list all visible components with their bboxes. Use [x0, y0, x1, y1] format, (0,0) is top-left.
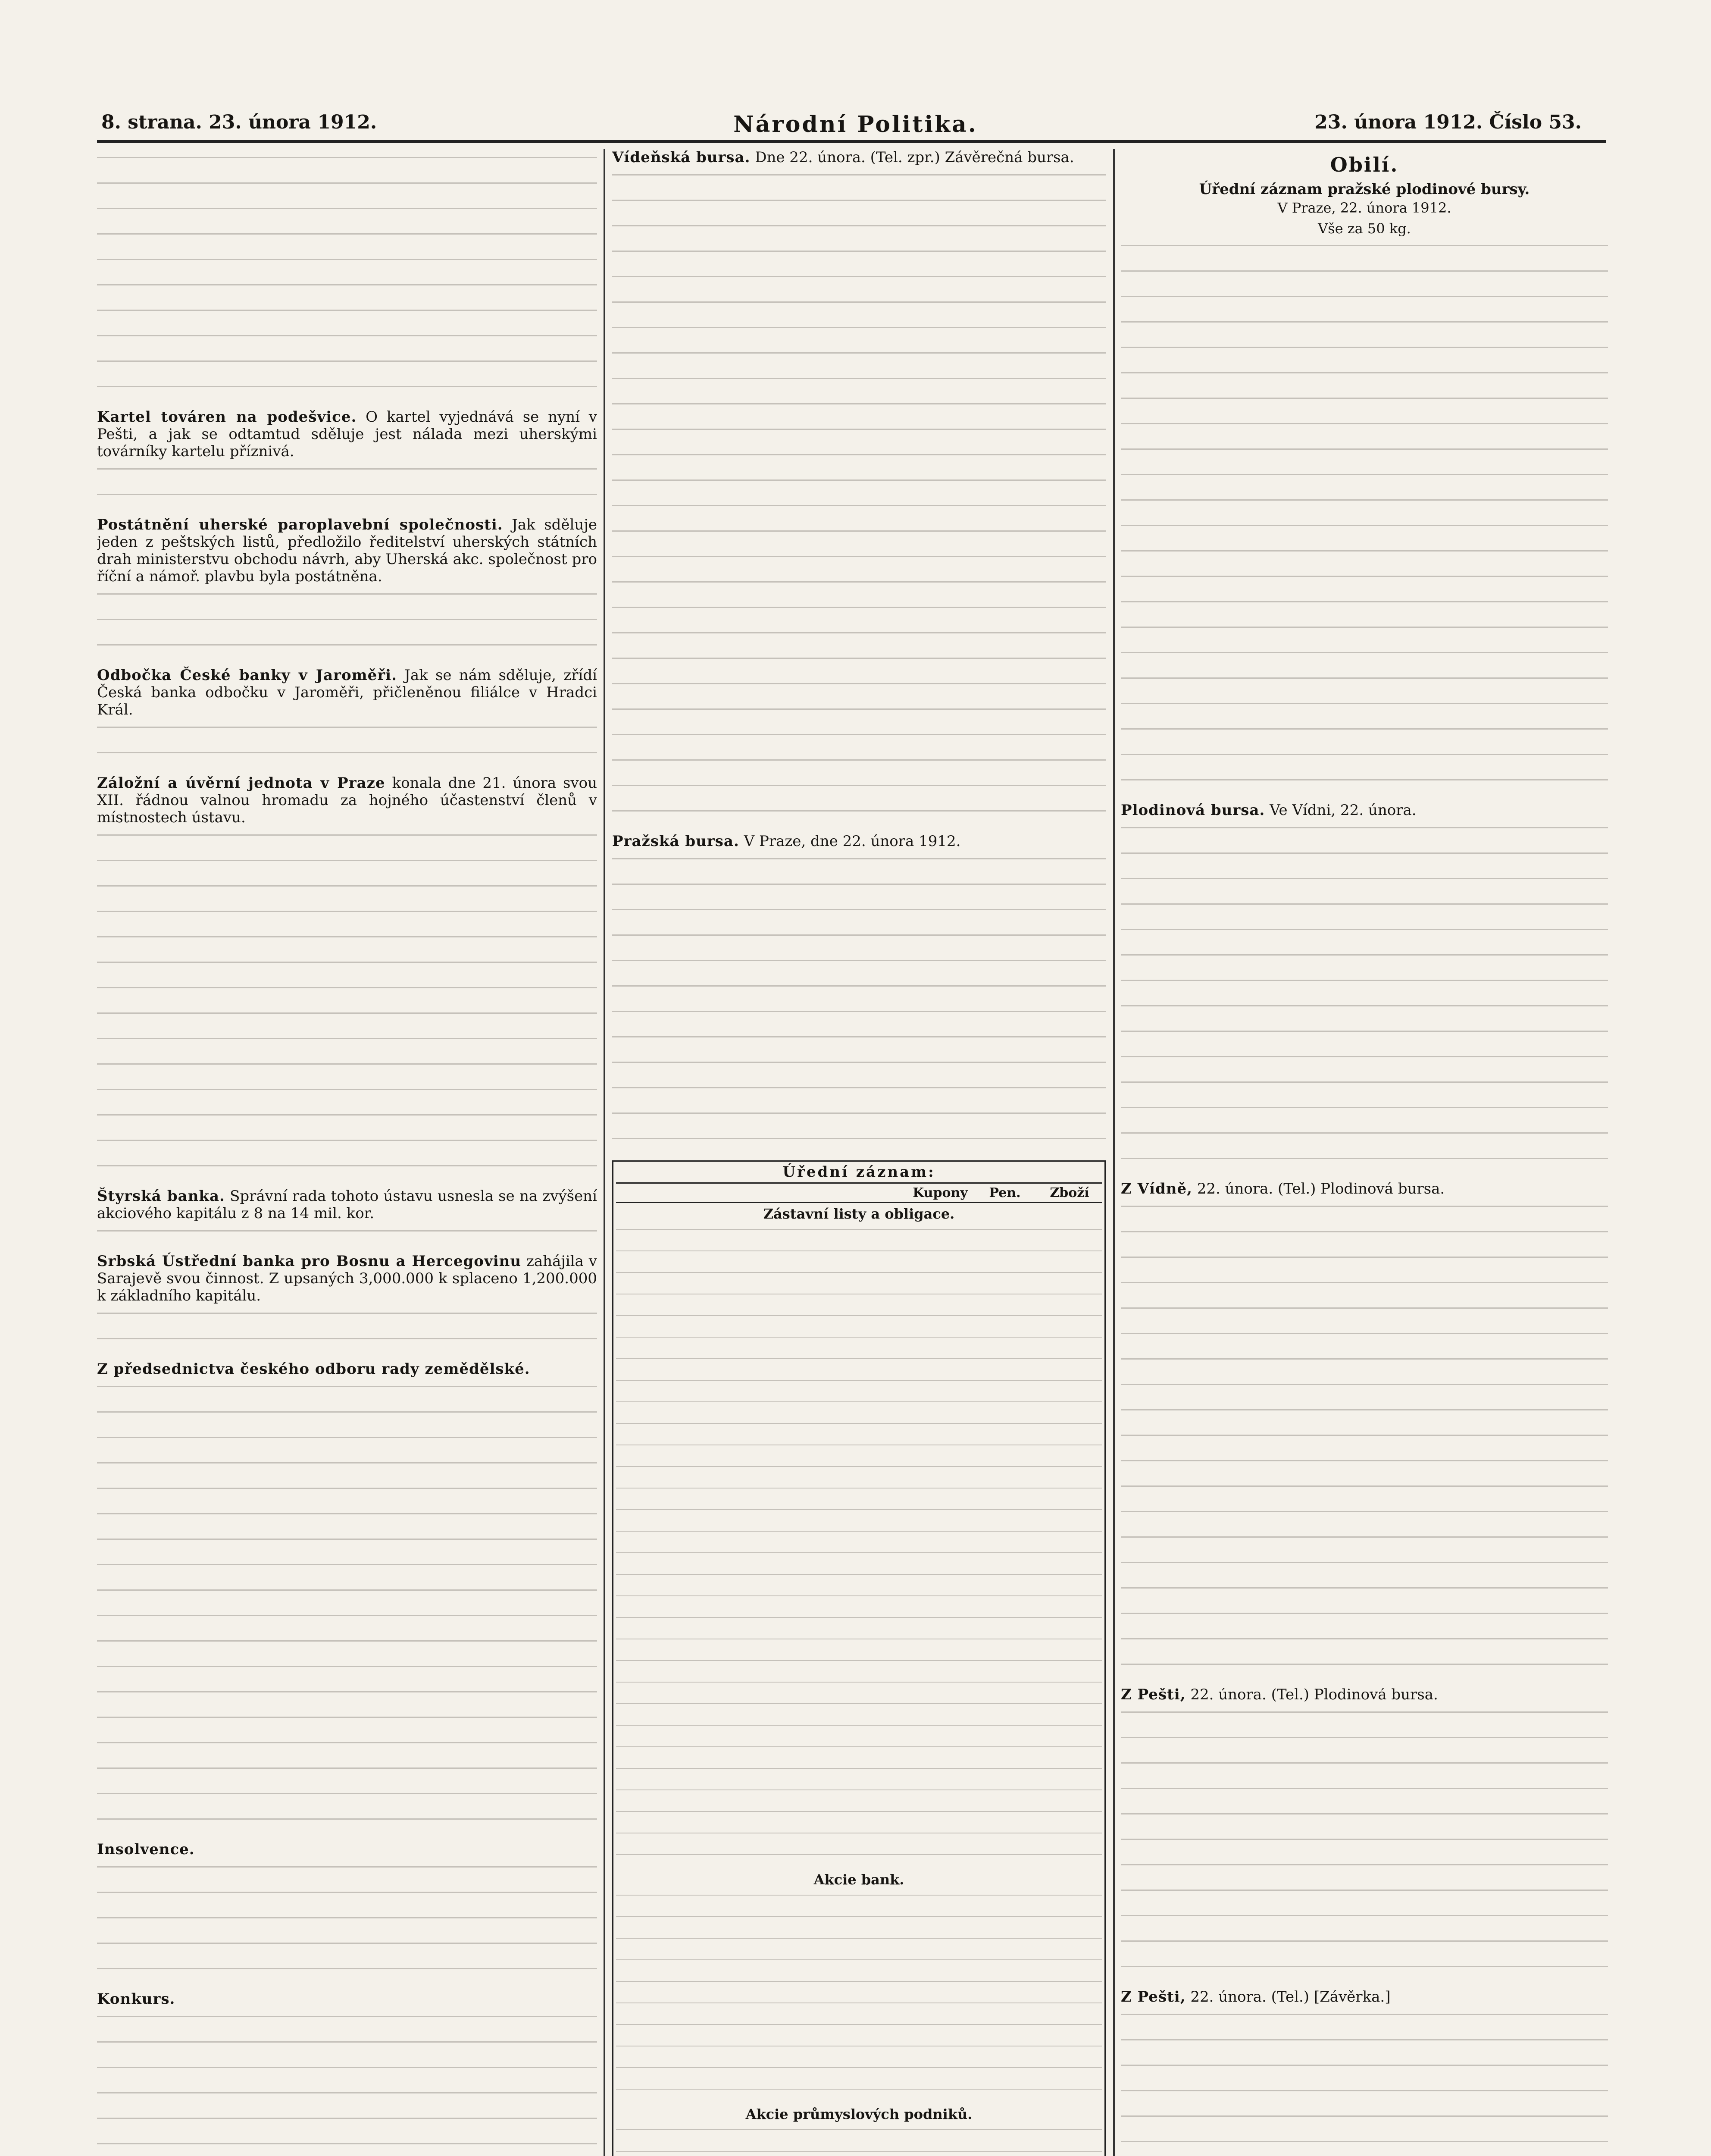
official-quotes-table [612, 1160, 1106, 2156]
table-header-blank [616, 1185, 908, 1200]
text-block [97, 834, 597, 1182]
table-rows [616, 1895, 1102, 2103]
table-section-akcie-prum: Akcie průmyslových podniků. [745, 2106, 973, 2122]
section-heading-obili: Obilí. [1330, 153, 1399, 176]
article-title: Kartel továren na podešvice. [97, 408, 357, 426]
text-block [97, 468, 597, 511]
text-block [1121, 827, 1608, 1175]
page-date-left: 8. strana. 23. února 1912. [101, 111, 377, 133]
article-predsednictvo [97, 1360, 597, 1378]
article-text: Jak se nám sděluje, zřídí Česká banka odbočku v Jaroměři, přičleněnou filiálce v Hradci Král. [97, 667, 597, 718]
article-text: V Praze, dne 22. února 1912. [744, 833, 961, 850]
table-header-pen: Pen. [989, 1185, 1021, 1200]
article-text: Ve Vídni, 22. února. [1270, 802, 1417, 819]
text-block [1121, 2014, 1608, 2156]
column-divider [604, 149, 605, 2156]
table-rows [616, 2129, 1102, 2156]
table-rows [616, 1229, 1102, 1869]
article-z-vidne [1121, 1180, 1608, 1197]
official-record-unit: Vše za 50 kg. [1318, 220, 1411, 237]
column-1 [97, 149, 597, 2156]
text-block [97, 157, 597, 403]
table-header [616, 1184, 1102, 1203]
article-title: Vídeňská bursa. [612, 149, 751, 166]
article-text: O kartel vyjednává se nyní v Pešti, a jak se odtamtud sděluje jest nálada mezi uherskými továrníky kartelu příznivá. [97, 408, 597, 460]
text-block [97, 727, 597, 769]
article-title: Pražská bursa. [612, 833, 739, 850]
article-konkurs [97, 1990, 597, 2008]
header-rule [97, 140, 1606, 143]
article-title: Odbočka České banky v Jaroměři. [97, 667, 397, 684]
column-2 [612, 149, 1106, 2156]
article-text: Dne 22. února. (Tel. zpr.) Závěrečná bursa. [755, 149, 1074, 166]
text-block [97, 593, 597, 661]
article-title: Z předsednictva českého odboru rady zemědělské. [97, 1360, 530, 1378]
masthead-title: Národní Politika. [733, 111, 978, 138]
article-title: Z Pešti, [1121, 1686, 1186, 1703]
text-block [612, 174, 1106, 827]
article-insolvence [97, 1841, 597, 1858]
article-title: Postátnění uherské paroplavební společnosti. [97, 516, 503, 533]
article-text: konala dne 21. února svou XII. řádnou valnou hromadu za hojného účastenství členů v místnostech ústavu. [97, 774, 597, 826]
article-title: Srbská Ústřední banka pro Bosnu a Hercegovinu [97, 1253, 522, 1270]
text-block [97, 1866, 597, 1985]
article-text: 22. února. (Tel.) [Závěrka.] [1190, 1988, 1391, 2006]
text-block [612, 858, 1106, 1155]
article-title: Insolvence. [97, 1841, 195, 1858]
column-divider [1113, 149, 1115, 2156]
article-text: Správní rada tohoto ústavu usnesla se na zvýšení akciového kapitálu z 8 na 14 mil. kor. [97, 1188, 597, 1222]
article-srbska [97, 1253, 597, 1304]
official-record-heading: Úřední záznam pražské plodinové bursy. [1199, 181, 1530, 198]
text-block [97, 1386, 597, 1836]
table-section-akcie-bank: Akcie bank. [813, 1871, 904, 1888]
text-block [1121, 1711, 1608, 1983]
article-title: Z Vídně, [1121, 1180, 1192, 1197]
article-z-pesti [1121, 1686, 1608, 1703]
table-title: Úřední záznam: [616, 1163, 1102, 1184]
article-text: Jak sděluje jeden z peštských listů, předložilo ředitelství uherských státních drah ministerstvu obchodu návrh, aby Uherská akc. společnost pro říční a námoř. plavbu byla postátněna. [97, 516, 597, 585]
article-styrska [97, 1188, 597, 1222]
article-z-pesti-zaverka [1121, 1988, 1608, 2006]
text-block [1121, 245, 1608, 796]
article-title: Z Pešti, [1121, 1988, 1186, 2006]
text-block [97, 1230, 597, 1247]
text-block [1121, 1206, 1608, 1681]
text-block [97, 1313, 597, 1355]
article-prazska [612, 833, 1106, 850]
article-title: Záložní a úvěrní jednota v Praze [97, 774, 385, 792]
table-section-zastavni: Zástavní listy a obligace. [763, 1206, 955, 1222]
article-text: 22. února. (Tel.) Plodinová bursa. [1190, 1686, 1438, 1703]
table-header-kupony: Kupony [913, 1185, 968, 1200]
article-text: zahájila v Sarajevě svou činnost. Z upsaných 3,000.000 k splaceno 1,200.000 k základního kapitálu. [97, 1253, 597, 1304]
article-title: Štyrská banka. [97, 1188, 225, 1205]
article-text: 22. února. (Tel.) Plodinová bursa. [1197, 1180, 1445, 1197]
article-kartel [97, 408, 597, 460]
article-title: Plodinová bursa. [1121, 802, 1265, 819]
text-block [97, 2016, 597, 2156]
table-header-zbozi: Zboží [1050, 1185, 1089, 1200]
article-odbocka [97, 667, 597, 718]
article-zalozni [97, 774, 597, 826]
article-paroplavba [97, 516, 597, 585]
article-plodinova [1121, 802, 1608, 819]
article-title: Konkurs. [97, 1990, 175, 2008]
column-3 [1121, 149, 1608, 2156]
article-videnska-zaverecna [612, 149, 1106, 166]
official-record-date: V Praze, 22. února 1912. [1277, 200, 1451, 216]
page-issue-right: 23. února 1912. Číslo 53. [1314, 111, 1582, 133]
